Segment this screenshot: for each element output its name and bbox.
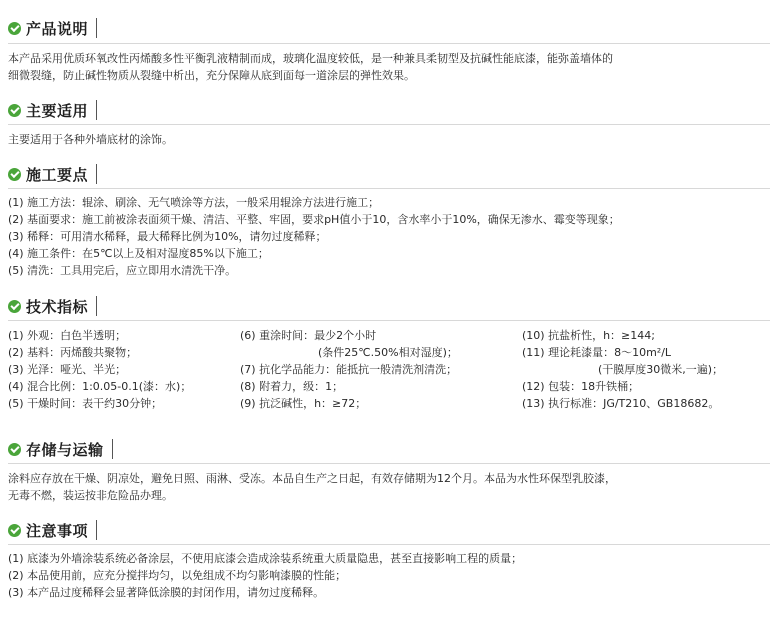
check-circle-icon bbox=[8, 300, 21, 313]
section-title: 施工要点 bbox=[26, 165, 89, 184]
title-divider bbox=[96, 100, 97, 120]
spec-item: (9) 抗泛碱性，h：≥72； bbox=[240, 397, 367, 410]
title-divider bbox=[96, 520, 97, 540]
description-line: 本产品采用优质环氧改性丙烯酸多性平衡乳液精制而成，玻璃化温度较低，是一种兼具柔韧型及抗碱性能底漆，能弥盖墙体的 bbox=[8, 52, 613, 65]
spec-item: (12) 包装：18升铁桶； bbox=[522, 380, 640, 393]
section-title: 技术指标 bbox=[26, 297, 89, 316]
section-title: 注意事项 bbox=[26, 521, 89, 540]
spec-item: (4) 混合比例：1:0.05-0.1(漆：水)； bbox=[8, 380, 192, 393]
check-circle-icon bbox=[8, 168, 21, 181]
section-header-notes bbox=[8, 518, 97, 542]
section-title: 主要适用 bbox=[26, 101, 89, 120]
storage-line: 涂料应存放在干燥、阴凉处，避免日照、雨淋、受冻。本品自生产之日起，有效存储期为12个月。本品为水性环保型乳胶漆， bbox=[8, 472, 616, 485]
section-title: 产品说明 bbox=[26, 19, 89, 38]
section-header-construction bbox=[8, 162, 97, 186]
spec-item: (6) 重涂时间：最少2个小时 bbox=[240, 329, 377, 342]
section-rule bbox=[8, 544, 770, 545]
section-rule bbox=[8, 188, 770, 189]
usage-text: 主要适用于各种外墙底材的涂饰。 bbox=[8, 133, 173, 146]
construction-item: (1) 施工方法：辊涂、刷涂、无气喷涂等方法，一般采用辊涂方法进行施工； bbox=[8, 196, 380, 209]
spec-item: (11) 理论耗漆量：8～10m²/L bbox=[522, 346, 672, 359]
description-line: 细微裂缝，防止碱性物质从裂缝中析出，充分保障从底到面每一道涂层的弹性效果。 bbox=[8, 69, 415, 82]
section-header-usage bbox=[8, 98, 97, 122]
check-circle-icon bbox=[8, 104, 21, 117]
spec-item: (8) 附着力，级：1； bbox=[240, 380, 344, 393]
construction-item: (2) 基面要求：施工前被涂表面须干燥、清洁、平整、牢固，要求pH值小于10，含水率小于10%，确保无渗水、霉变等现象； bbox=[8, 213, 620, 226]
construction-item: (3) 稀释：可用清水稀释，最大稀释比例为10%，请勿过度稀释； bbox=[8, 230, 327, 243]
check-circle-icon bbox=[8, 22, 21, 35]
spec-item: (5) 干燥时间：表干约30分钟； bbox=[8, 397, 163, 410]
spec-item: (10) 抗盐析性，h：≥144; bbox=[522, 329, 655, 342]
title-divider bbox=[112, 439, 113, 459]
title-divider bbox=[96, 18, 97, 38]
spec-item: (1) 外观：白色半透明； bbox=[8, 329, 127, 342]
section-header-specs bbox=[8, 294, 97, 318]
section-header-storage bbox=[8, 437, 113, 461]
check-circle-icon bbox=[8, 524, 21, 537]
notes-item: (3) 本产品过度稀释会显著降低涂膜的封闭作用，请勿过度稀释。 bbox=[8, 586, 325, 599]
section-title: 存储与运输 bbox=[26, 440, 104, 459]
construction-item: (5) 清洗：工具用完后，应立即用水清洗干净。 bbox=[8, 264, 237, 277]
section-rule bbox=[8, 124, 770, 125]
spec-item: (条件25℃.50%相对湿度)； bbox=[318, 346, 458, 359]
notes-item: (2) 本品使用前，应充分搅拌均匀，以免组成不均匀影响漆膜的性能； bbox=[8, 569, 347, 582]
notes-item: (1) 底漆为外墙涂装系统必备涂层，不使用底漆会造成涂装系统重大质量隐患，甚至直接影响工程的质量； bbox=[8, 552, 523, 565]
section-header-description bbox=[8, 16, 97, 40]
check-circle-icon bbox=[8, 443, 21, 456]
section-rule bbox=[8, 320, 770, 321]
title-divider bbox=[96, 164, 97, 184]
spec-item: (7) 抗化学品能力：能抵抗一般清洗剂清洗； bbox=[240, 363, 458, 376]
construction-item: (4) 施工条件：在5℃以上及相对湿度85%以下施工； bbox=[8, 247, 269, 260]
spec-item: (2) 基料：丙烯酸共聚物； bbox=[8, 346, 138, 359]
title-divider bbox=[96, 296, 97, 316]
section-rule bbox=[8, 463, 770, 464]
spec-item: (13) 执行标准：JG/T210、GB18682。 bbox=[522, 397, 720, 410]
storage-line: 无毒不燃，装运按非危险品办理。 bbox=[8, 489, 173, 502]
section-rule bbox=[8, 43, 770, 44]
spec-item: (3) 光泽：哑光、半光； bbox=[8, 363, 127, 376]
spec-item: (干膜厚度30微米,一遍)； bbox=[598, 363, 724, 376]
